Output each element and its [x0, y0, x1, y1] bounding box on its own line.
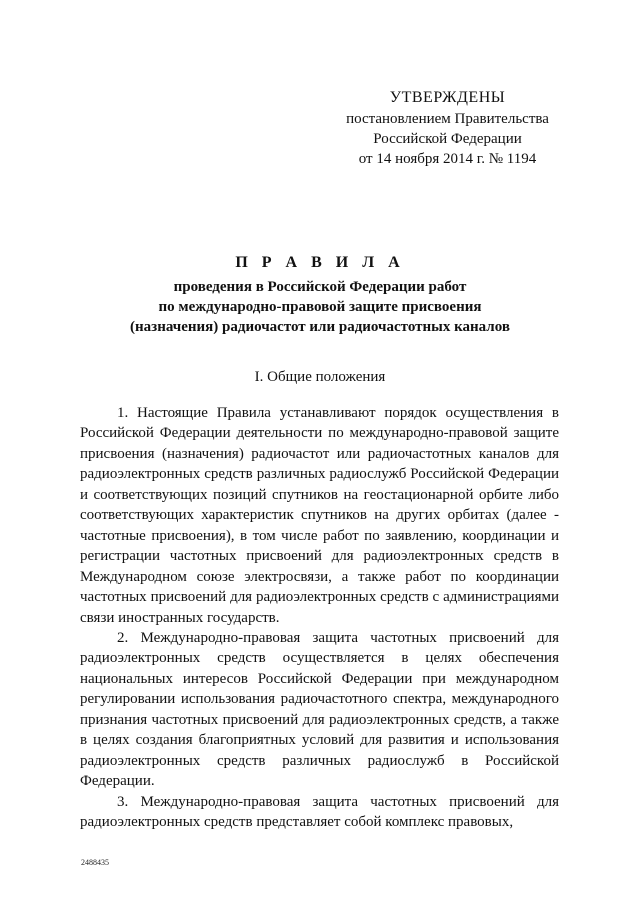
- paragraph-3: 3. Международно-правовая защита частотных присвоений для радиоэлектронных средств представляет собой комплекс правовых,: [80, 793, 559, 831]
- approved-title: УТВЕРЖДЕНЫ: [389, 89, 506, 106]
- document-subtitle: [80, 277, 560, 337]
- approval-line-government: Российской Федерации: [373, 131, 522, 147]
- section-title: I. Общие положения: [254, 369, 386, 385]
- approval-line-date: от 14 ноября 2014 г. № 1194: [358, 151, 537, 167]
- document-title: П Р А В И Л А: [235, 254, 405, 271]
- subtitle-line: проведения в Российской Федерации работ: [173, 279, 467, 295]
- document-body: [80, 403, 559, 833]
- subtitle-line: (назначения) радиочастот или радиочастотных каналов: [130, 319, 510, 335]
- approval-line-decree: постановлением Правительства: [346, 111, 549, 127]
- paragraph-2: 2. Международно-правовая защита частотных присвоений для радиоэлектронных средств осуществляется в целях обеспечения национальных интересов Российской Федерации при международном регулировании использования радиочастотного спектра, международного признания частотных присвоений для радиоэлектронных средств, а также в целях создания благоприятных условий для развития и использования радиоэлектронных средств различных радиослужб в Российской Федерации.: [80, 629, 559, 790]
- paragraph-1: 1. Настоящие Правила устанавливают порядок осуществления в Российской Федерации деятельности по международно-правовой защите присвоения (назначения) радиочастот или радиочастотных каналов для радиоэлектронных средств различных радиослужб Российской Федерации и соответствующих позиций спутников на геостационарной орбите либо соответствующих характеристик спутников на других орбитах (далее - частотные присвоения), в том числе работ по заявлению, координации и регистрации частотных присвоений для радиоэлектронных средств в Международном союзе электросвязи, а также работ по координации частотных присвоений для радиоэлектронных средств с администрациями связи иностранных государств.: [80, 405, 559, 626]
- document-number: 2488435: [81, 858, 109, 867]
- approval-block: [330, 88, 565, 169]
- subtitle-line: по международно-правовой защите присвоения: [158, 299, 482, 315]
